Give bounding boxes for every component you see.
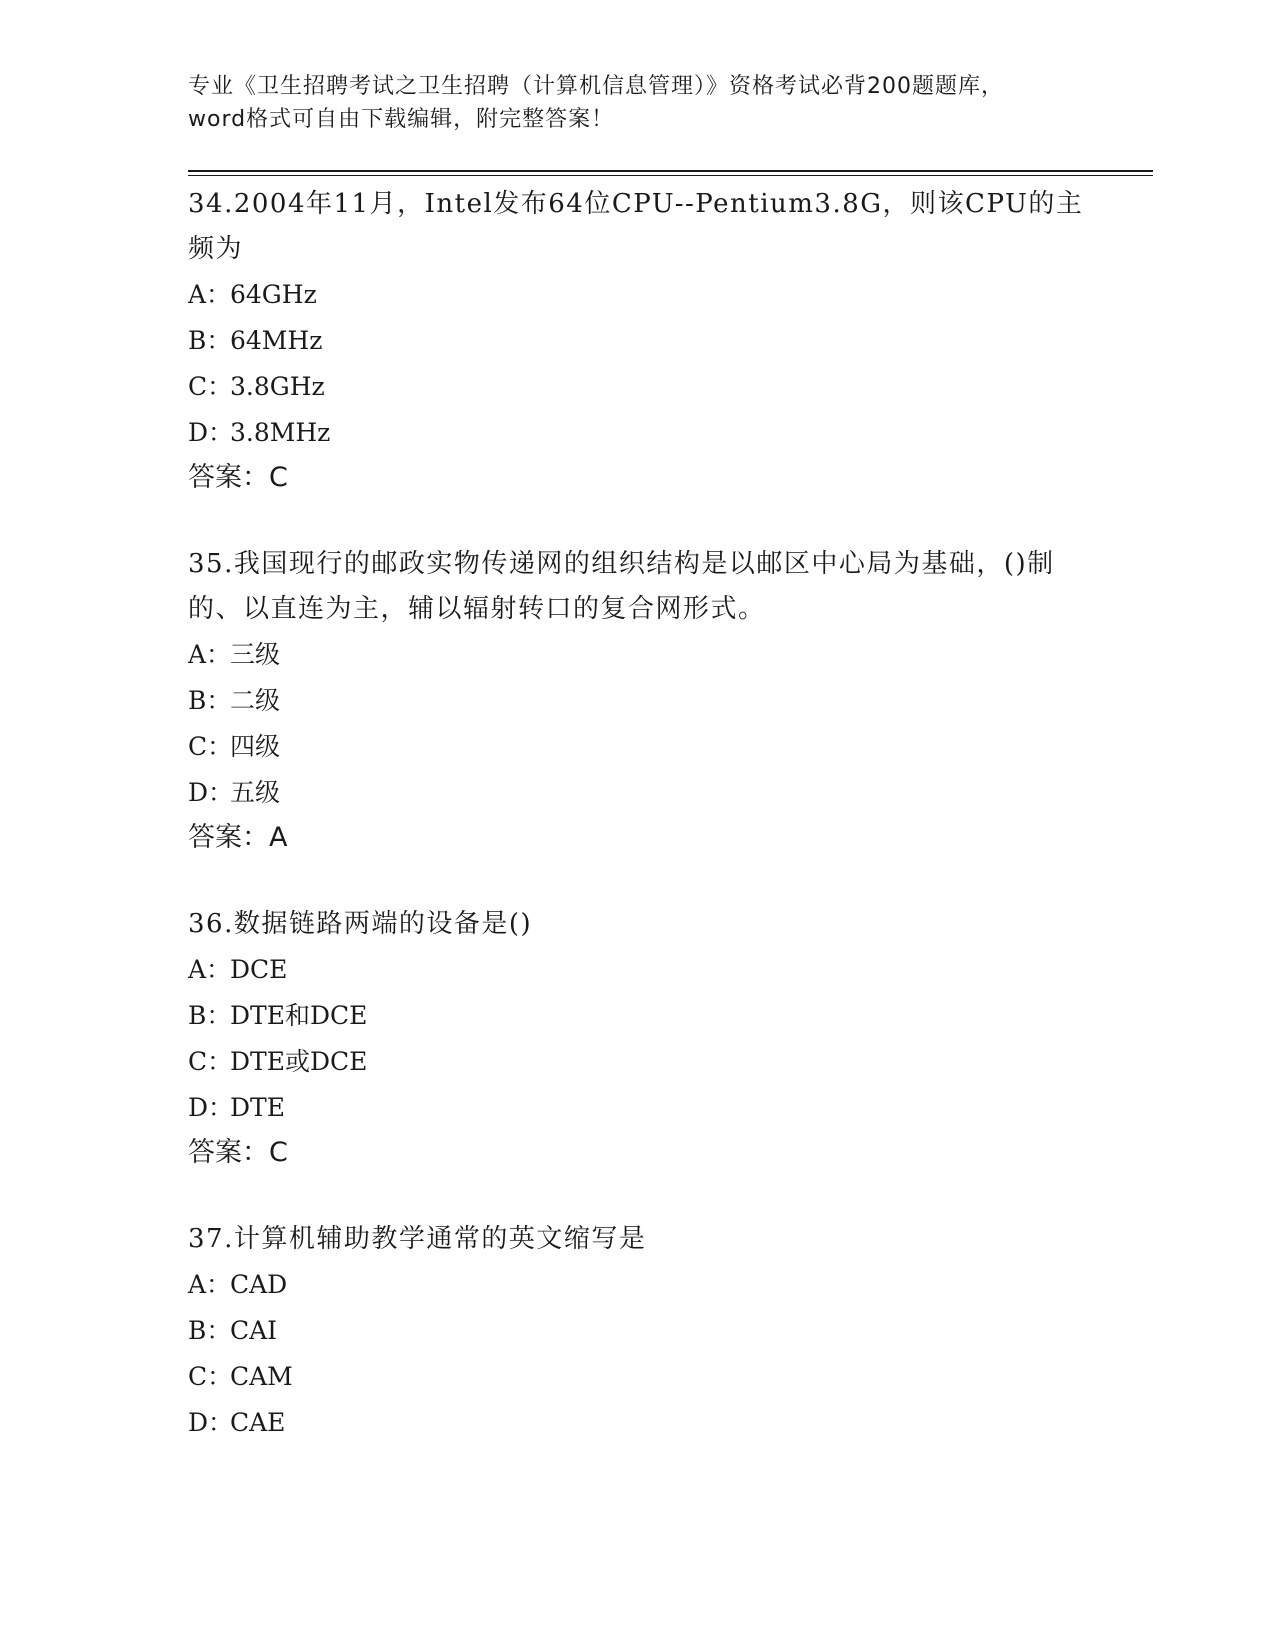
answer-line: 答案：C xyxy=(188,1137,288,1168)
option-text: 四级 xyxy=(230,732,281,761)
option-letter: B： xyxy=(188,1316,232,1345)
option-text: DTE和DCE xyxy=(230,1001,368,1030)
question-text: 34.2004年11月，Intel发布64位CPU--Pentium3.8G，则该CPU的主频为 xyxy=(188,189,1084,264)
option-text: DCE xyxy=(230,955,288,984)
option-c xyxy=(188,724,1153,770)
question-37 xyxy=(188,1217,1153,1446)
question-36 xyxy=(188,902,1153,1175)
question-text: 37.计算机辅助教学通常的英文缩写是 xyxy=(188,1224,647,1254)
option-text: CAE xyxy=(230,1408,286,1437)
option-c xyxy=(188,364,1153,410)
header-divider xyxy=(188,170,1153,176)
option-b xyxy=(188,318,1153,364)
option-d xyxy=(188,1400,1153,1446)
option-letter: A： xyxy=(188,1270,232,1299)
option-letter: D： xyxy=(188,778,234,807)
option-text: 3.8MHz xyxy=(230,418,331,447)
option-letter: A： xyxy=(188,955,232,984)
option-letter: C： xyxy=(188,1047,233,1076)
question-34 xyxy=(188,182,1153,500)
answer-line: 答案：A xyxy=(188,822,288,853)
option-text: DTE xyxy=(230,1093,285,1122)
option-d xyxy=(188,1085,1153,1131)
option-letter: B： xyxy=(188,1001,232,1030)
option-c xyxy=(188,1039,1153,1085)
option-b xyxy=(188,993,1153,1039)
option-letter: D： xyxy=(188,1093,234,1122)
option-letter: B： xyxy=(188,686,232,715)
option-text: 二级 xyxy=(230,686,281,715)
question-text: 36.数据链路两端的设备是() xyxy=(188,909,533,939)
option-text: DTE或DCE xyxy=(230,1047,368,1076)
document-title-line-2: word格式可自由下载编辑，附完整答案！ xyxy=(188,107,615,132)
option-text: 3.8GHz xyxy=(230,372,325,401)
option-a xyxy=(188,632,1153,678)
option-text: 64GHz xyxy=(230,280,317,309)
option-letter: A： xyxy=(188,280,232,309)
option-text: CAI xyxy=(230,1316,278,1345)
option-c xyxy=(188,1354,1153,1400)
option-text: CAD xyxy=(230,1270,288,1299)
option-letter: B： xyxy=(188,326,232,355)
option-b xyxy=(188,1308,1153,1354)
question-text: 35.我国现行的邮政实物传递网的组织结构是以邮区中心局为基础，()制的、以直连为主，辅以辐射转口的复合网形式。 xyxy=(188,549,1055,624)
divider-thick-line xyxy=(188,170,1153,172)
option-text: CAM xyxy=(230,1362,293,1391)
option-letter: C： xyxy=(188,732,233,761)
divider-thin-line xyxy=(188,175,1153,176)
option-text: 三级 xyxy=(230,640,281,669)
option-text: 64MHz xyxy=(230,326,323,355)
option-a xyxy=(188,1262,1153,1308)
option-d xyxy=(188,770,1153,816)
option-a xyxy=(188,272,1153,318)
option-letter: A： xyxy=(188,640,232,669)
option-letter: C： xyxy=(188,1362,233,1391)
document-title-line-1: 专业《卫生招聘考试之卫生招聘（计算机信息管理）》资格考试必背200题题库， xyxy=(188,74,1004,99)
question-35 xyxy=(188,542,1153,860)
option-letter: D： xyxy=(188,418,234,447)
answer-line: 答案：C xyxy=(188,462,288,493)
option-d xyxy=(188,410,1153,456)
document-page xyxy=(188,70,1153,1446)
option-letter: D： xyxy=(188,1408,234,1437)
option-b xyxy=(188,678,1153,724)
option-text: 五级 xyxy=(230,778,281,807)
option-letter: C： xyxy=(188,372,233,401)
option-a xyxy=(188,947,1153,993)
